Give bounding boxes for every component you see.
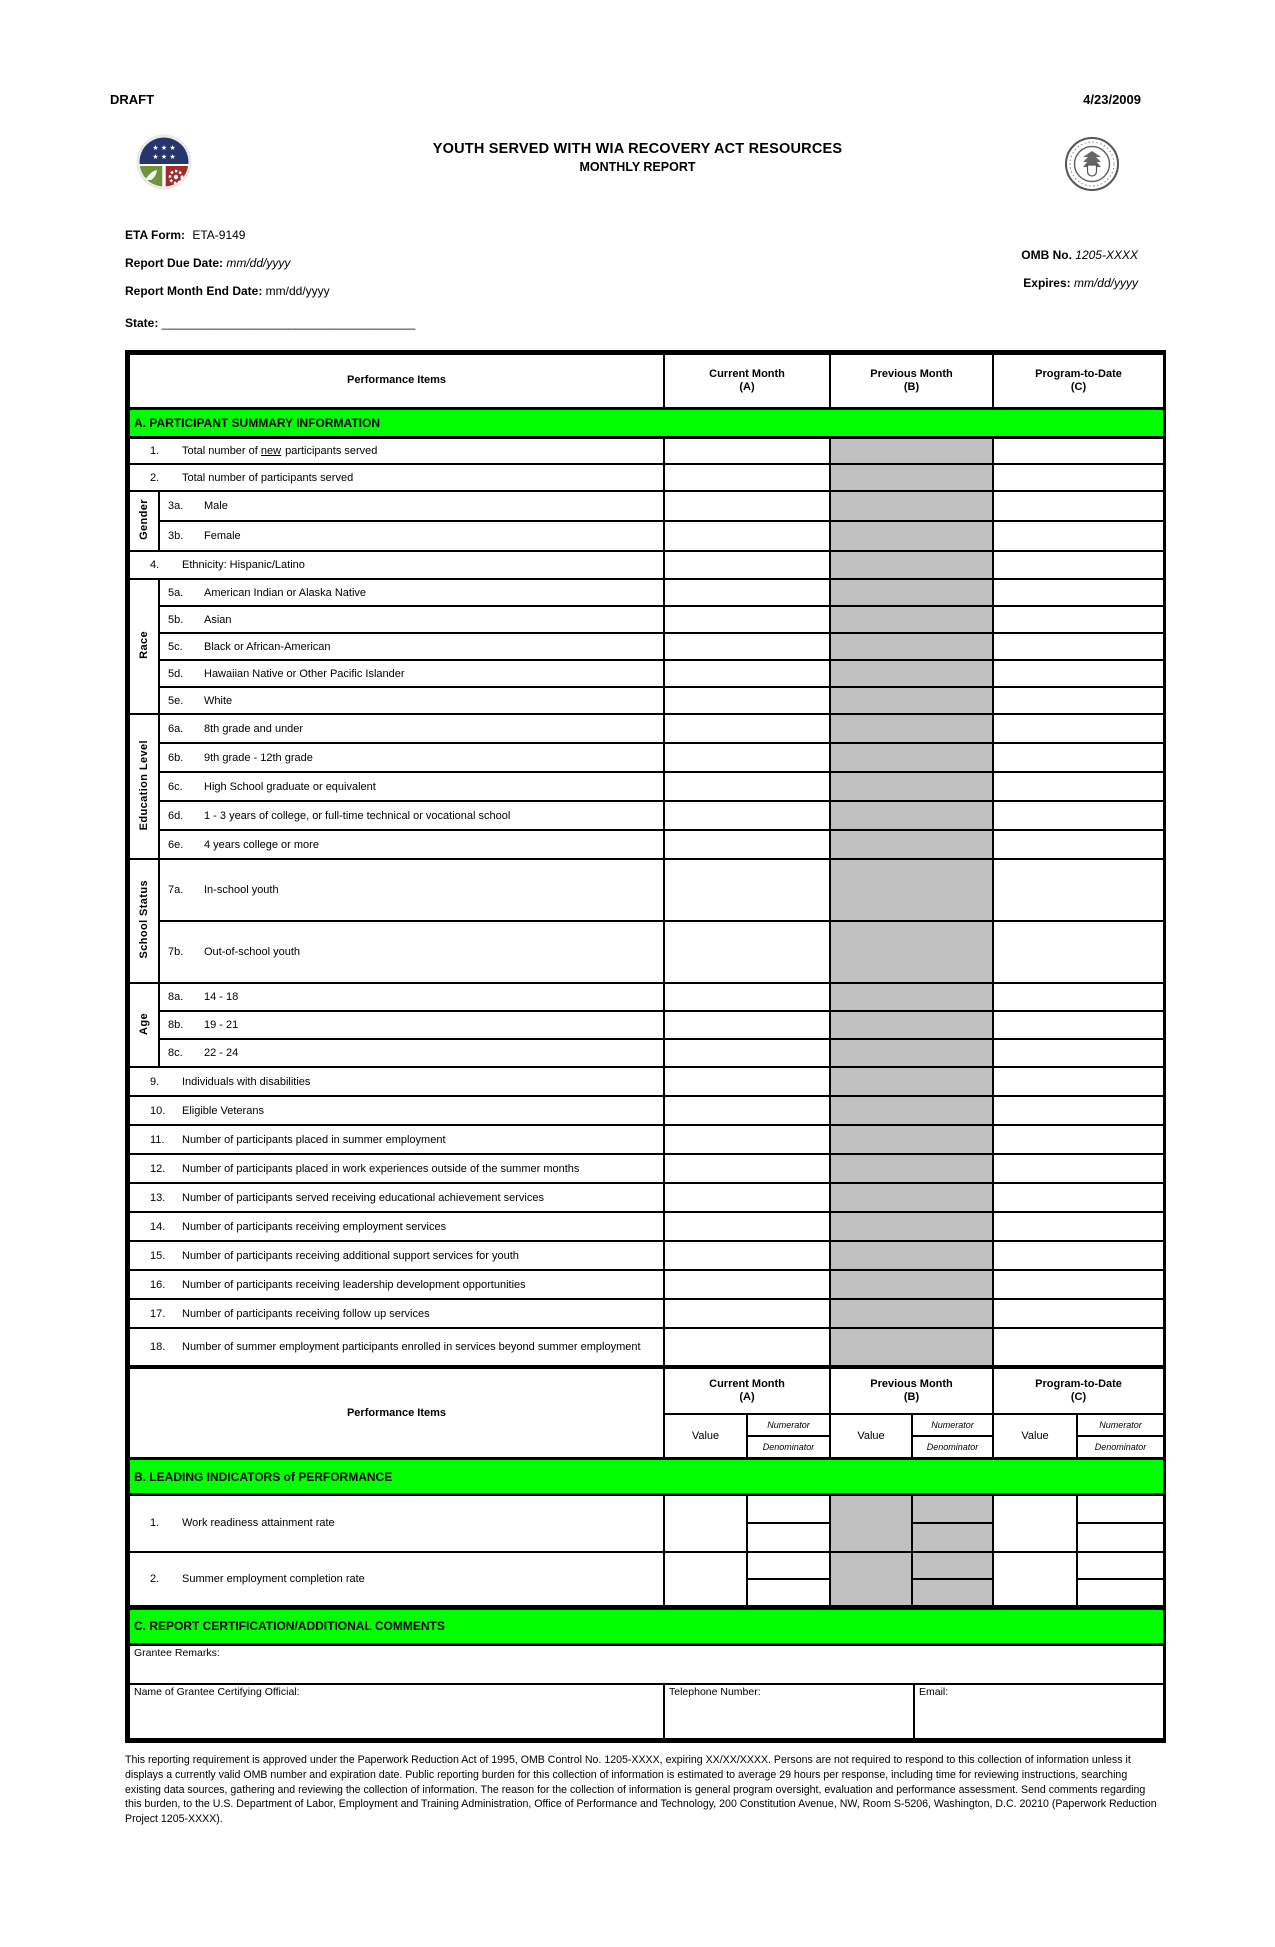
row-label: 8c. 22 - 24 — [159, 1039, 664, 1067]
certifying-official-name-label: Name of Grantee Certifying Official: — [134, 1686, 300, 1698]
row-5c — [129, 633, 1164, 660]
row-label: 6b. 9th grade - 12th grade — [159, 743, 664, 772]
row-8a — [129, 983, 1164, 1011]
row-18 — [129, 1328, 1164, 1366]
row-label: 12. Number of participants placed in work experiences outside of the summer months — [129, 1154, 664, 1183]
state-line — [125, 316, 415, 330]
report-due-date-line — [125, 256, 290, 270]
row-12 — [129, 1154, 1164, 1183]
current-month-cell[interactable] — [664, 1067, 830, 1096]
current-month-cell[interactable] — [664, 830, 830, 859]
program-to-date-cell[interactable] — [993, 1067, 1164, 1096]
program-to-date-cell[interactable] — [993, 633, 1164, 660]
numerator-denominator-cell-previous-month — [912, 1495, 993, 1552]
row-label: 8a. 14 - 18 — [159, 983, 664, 1011]
numerator-denominator-cell-program-to-date[interactable] — [1077, 1552, 1164, 1606]
row-label: 11. Number of participants placed in summer employment — [129, 1125, 664, 1154]
row-label: 8b. 19 - 21 — [159, 1011, 664, 1039]
row-8c — [129, 1039, 1164, 1067]
row-6e — [129, 830, 1164, 859]
row-label: 2. Total number of participants served — [129, 464, 664, 491]
email-cell[interactable] — [914, 1684, 1164, 1739]
email-label: Email: — [919, 1686, 949, 1698]
section-b-table — [128, 1367, 1165, 1607]
numerator-denominator-header-previous-month: Numerator Denominator — [912, 1414, 993, 1459]
previous-month-cell — [830, 1039, 993, 1067]
row-label: 2. Summer employment completion rate — [129, 1552, 664, 1606]
expires-value: mm/dd/yyyy — [1073, 276, 1138, 290]
previous-month-cell — [830, 1011, 993, 1039]
form-title: YOUTH SERVED WITH WIA RECOVERY ACT RESOURCES — [432, 141, 843, 157]
previous-month-cell — [830, 633, 993, 660]
row-label: 3a. Male — [159, 491, 664, 521]
eta-program-logo-icon — [135, 133, 193, 191]
section-a-header-row — [129, 408, 1164, 437]
program-to-date-cell[interactable] — [993, 859, 1164, 921]
current-month-cell[interactable] — [664, 1299, 830, 1328]
program-to-date-cell[interactable] — [993, 606, 1164, 633]
row-label: 1. Work readiness attainment rate — [129, 1495, 664, 1552]
expires-label: Expires: — [1023, 276, 1071, 290]
numerator-denominator-cell-current-month[interactable] — [747, 1495, 830, 1552]
col-header-previous-month: Previous Month (B) — [830, 354, 993, 408]
program-to-date-cell[interactable] — [993, 1125, 1164, 1154]
previous-month-cell — [830, 743, 993, 772]
section-c-title: C. REPORT CERTIFICATION/ADDITIONAL COMMENTS — [129, 1608, 1164, 1644]
col-header-current-month: Current Month (A) — [664, 354, 830, 408]
numerator-denominator-cell-program-to-date[interactable] — [1077, 1495, 1164, 1552]
certifying-official-row — [129, 1684, 1164, 1739]
row-label: 10. Eligible Veterans — [129, 1096, 664, 1125]
previous-month-cell — [830, 551, 993, 579]
program-to-date-cell[interactable] — [993, 437, 1164, 464]
current-month-cell[interactable] — [664, 1241, 830, 1270]
report-month-end-value[interactable]: mm/dd/yyyy — [265, 284, 330, 298]
program-to-date-cell[interactable] — [993, 579, 1164, 606]
col-header-current-month: Current Month (A) — [664, 1368, 830, 1414]
current-month-cell[interactable] — [664, 772, 830, 801]
previous-month-cell — [830, 772, 993, 801]
current-month-cell[interactable] — [664, 1154, 830, 1183]
current-month-cell[interactable] — [664, 801, 830, 830]
previous-month-cell — [830, 1299, 993, 1328]
col-header-program-to-date: Program-to-Date (C) — [993, 354, 1164, 408]
current-month-cell[interactable] — [664, 437, 830, 464]
previous-month-cell — [830, 1154, 993, 1183]
row-17 — [129, 1299, 1164, 1328]
current-month-cell[interactable] — [664, 660, 830, 687]
program-to-date-cell[interactable] — [993, 1096, 1164, 1125]
row-14 — [129, 1212, 1164, 1241]
previous-month-cell — [830, 1270, 993, 1299]
program-to-date-cell[interactable] — [993, 687, 1164, 714]
row-8b — [129, 1011, 1164, 1039]
previous-month-cell — [830, 660, 993, 687]
eta-form-value: ETA-9149 — [192, 228, 246, 242]
program-to-date-cell[interactable] — [993, 1011, 1164, 1039]
form-subtitle: MONTHLY REPORT — [579, 160, 696, 174]
report-month-end-label: Report Month End Date: — [125, 284, 263, 298]
previous-month-cell — [830, 859, 993, 921]
row-label: 14. Number of participants receiving employment services — [129, 1212, 664, 1241]
numerator-denominator-header-program-to-date: Numerator Denominator — [1077, 1414, 1164, 1459]
program-to-date-cell[interactable] — [993, 1299, 1164, 1328]
program-to-date-cell[interactable] — [993, 772, 1164, 801]
col-header-program-to-date: Program-to-Date (C) — [993, 1368, 1164, 1414]
previous-month-cell — [830, 1212, 993, 1241]
numerator-denominator-header-current-month: Numerator Denominator — [747, 1414, 830, 1459]
group-label-race: Race — [129, 579, 159, 714]
current-month-cell[interactable] — [664, 579, 830, 606]
telephone-number-label: Telephone Number: — [669, 1686, 761, 1698]
current-month-cell[interactable] — [664, 743, 830, 772]
previous-month-cell — [830, 1067, 993, 1096]
row-4 — [129, 551, 1164, 579]
previous-month-cell — [830, 579, 993, 606]
row-5a — [129, 579, 1164, 606]
current-month-cell[interactable] — [664, 1212, 830, 1241]
omb-number-label: OMB No. — [1021, 248, 1072, 262]
state-label: State: — [125, 316, 159, 330]
program-to-date-cell[interactable] — [993, 801, 1164, 830]
row-label: 1. Total number of new participants served — [129, 437, 664, 464]
row-1 — [129, 437, 1164, 464]
current-month-cell[interactable] — [664, 687, 830, 714]
row-label: 6a. 8th grade and under — [159, 714, 664, 743]
value-header-previous-month: Value — [830, 1414, 912, 1459]
previous-month-cell — [830, 801, 993, 830]
value-cell-current-month[interactable] — [664, 1495, 747, 1552]
row-6c — [129, 772, 1164, 801]
current-month-cell[interactable] — [664, 714, 830, 743]
col-header-previous-month: Previous Month (B) — [830, 1368, 993, 1414]
current-month-cell[interactable] — [664, 521, 830, 551]
program-to-date-cell[interactable] — [993, 521, 1164, 551]
previous-month-cell — [830, 1096, 993, 1125]
row-b1 — [129, 1495, 1164, 1552]
previous-month-cell — [830, 1183, 993, 1212]
previous-month-cell — [830, 1241, 993, 1270]
row-6a — [129, 714, 1164, 743]
row-label: 6d. 1 - 3 years of college, or full-time technical or vocational school — [159, 801, 664, 830]
value-cell-previous-month — [830, 1552, 912, 1606]
current-month-cell[interactable] — [664, 606, 830, 633]
row-label: 5a. American Indian or Alaska Native — [159, 579, 664, 606]
row-label: 15. Number of participants receiving additional support services for youth — [129, 1241, 664, 1270]
row-6b — [129, 743, 1164, 772]
telephone-number-cell[interactable] — [664, 1684, 914, 1739]
previous-month-cell — [830, 830, 993, 859]
grantee-remarks-cell[interactable] — [129, 1644, 1164, 1684]
performance-items-header: Performance Items — [129, 1368, 664, 1459]
grantee-remarks-label: Grantee Remarks: — [134, 1646, 220, 1659]
group-label-school-status: School Status — [129, 859, 159, 983]
row-label: 7a. In-school youth — [159, 859, 664, 921]
column-header-row-b — [129, 1368, 1164, 1414]
current-month-cell[interactable] — [664, 1096, 830, 1125]
current-month-cell[interactable] — [664, 1125, 830, 1154]
value-cell-previous-month — [830, 1495, 912, 1552]
row-label: 5c. Black or African-American — [159, 633, 664, 660]
section-b-header-row — [129, 1459, 1164, 1495]
program-to-date-cell[interactable] — [993, 743, 1164, 772]
row-label: 4. Ethnicity: Hispanic/Latino — [129, 551, 664, 579]
current-month-cell[interactable] — [664, 1039, 830, 1067]
report-month-end-line — [125, 284, 330, 298]
section-a-table — [128, 353, 1165, 1367]
previous-month-cell — [830, 606, 993, 633]
row-label: 6e. 4 years college or more — [159, 830, 664, 859]
current-month-cell[interactable] — [664, 859, 830, 921]
program-to-date-cell[interactable] — [993, 464, 1164, 491]
row-label: 18. Number of summer employment participants enrolled in services beyond summer employment — [129, 1328, 664, 1366]
value-header-current-month: Value — [664, 1414, 747, 1459]
previous-month-cell — [830, 921, 993, 983]
section-a-title: A. PARTICIPANT SUMMARY INFORMATION — [129, 408, 1164, 437]
eta-form-line — [125, 228, 245, 242]
row-7a — [129, 859, 1164, 921]
eta-form-label: ETA Form: — [125, 228, 185, 242]
program-to-date-cell[interactable] — [993, 551, 1164, 579]
row-13 — [129, 1183, 1164, 1212]
previous-month-cell — [830, 983, 993, 1011]
print-date: 4/23/2009 — [1083, 92, 1141, 107]
program-to-date-cell[interactable] — [993, 830, 1164, 859]
program-to-date-cell[interactable] — [993, 660, 1164, 687]
row-label: 5d. Hawaiian Native or Other Pacific Islander — [159, 660, 664, 687]
row-9 — [129, 1067, 1164, 1096]
draft-watermark: DRAFT — [110, 92, 155, 107]
row-label: 3b. Female — [159, 521, 664, 551]
previous-month-cell — [830, 437, 993, 464]
program-to-date-cell[interactable] — [993, 1154, 1164, 1183]
row-10 — [129, 1096, 1164, 1125]
numerator-denominator-cell-current-month[interactable] — [747, 1552, 830, 1606]
certifying-official-name-cell[interactable] — [129, 1684, 664, 1739]
group-label-age: Age — [129, 983, 159, 1067]
current-month-cell[interactable] — [664, 1183, 830, 1212]
program-to-date-cell[interactable] — [993, 491, 1164, 521]
group-label-gender: Gender — [129, 491, 159, 551]
grantee-remarks-row — [129, 1644, 1164, 1684]
current-month-cell[interactable] — [664, 464, 830, 491]
row-label: 6c. High School graduate or equivalent — [159, 772, 664, 801]
previous-month-cell — [830, 464, 993, 491]
paperwork-reduction-notice: This reporting requirement is approved under the Paperwork Reduction Act of 1995, OMB Control No. 1205-XXXX, expiring XX/XX/XXXX. Persons are not required to respond to this collection of information unless it displays a currently valid OMB number and expiration date. Public reporting burden for this collection of information is estimated to average 29 hours per response, including time for reviewing instructions, searching existing data sources, gathering and reviewing the collection of information. The reason for the collection of information is general program oversight, evaluation and performance assessment. Send comments regarding this burden, to the U.S. Department of Labor, Employment and Training Administration, Office of Performance and Technology, 200 Constitution Avenue, NW, Room S-5206, Washington, D.C. 20210 (Paperwork Reduction Project 1205-XXXX). — [125, 1754, 1157, 1826]
previous-month-cell — [830, 491, 993, 521]
row-label: 5b. Asian — [159, 606, 664, 633]
program-to-date-cell[interactable] — [993, 1183, 1164, 1212]
current-month-cell[interactable] — [664, 633, 830, 660]
group-label-education-level: Education Level — [129, 714, 159, 859]
performance-items-header: Performance Items — [129, 354, 664, 408]
report-due-date-label: Report Due Date: — [125, 256, 224, 270]
current-month-cell[interactable] — [664, 1270, 830, 1299]
row-label: 13. Number of participants served receiving educational achievement services — [129, 1183, 664, 1212]
row-3a — [129, 491, 1164, 521]
current-month-cell[interactable] — [664, 551, 830, 579]
row-label: 5e. White — [159, 687, 664, 714]
program-to-date-cell[interactable] — [993, 1039, 1164, 1067]
dol-seal-icon — [1064, 136, 1120, 192]
program-to-date-cell[interactable] — [993, 714, 1164, 743]
row-b2 — [129, 1552, 1164, 1606]
row-label: 17. Number of participants receiving follow up services — [129, 1299, 664, 1328]
program-to-date-cell[interactable] — [993, 921, 1164, 983]
previous-month-cell — [830, 1125, 993, 1154]
expires-line — [1023, 276, 1138, 290]
program-to-date-cell[interactable] — [993, 983, 1164, 1011]
row-7b — [129, 921, 1164, 983]
current-month-cell[interactable] — [664, 491, 830, 521]
section-c-header-row — [129, 1608, 1164, 1644]
current-month-cell[interactable] — [664, 1011, 830, 1039]
row-15 — [129, 1241, 1164, 1270]
row-11 — [129, 1125, 1164, 1154]
row-2 — [129, 464, 1164, 491]
state-input-blank[interactable]: ______________________________________ — [161, 316, 416, 330]
program-to-date-cell[interactable] — [993, 1212, 1164, 1241]
section-c-table — [128, 1607, 1165, 1741]
previous-month-cell — [830, 687, 993, 714]
row-5d — [129, 660, 1164, 687]
row-3b — [129, 521, 1164, 551]
current-month-cell[interactable] — [664, 921, 830, 983]
row-label: 9. Individuals with disabilities — [129, 1067, 664, 1096]
column-header-row — [129, 354, 1164, 408]
program-to-date-cell[interactable] — [993, 1241, 1164, 1270]
value-cell-program-to-date[interactable] — [993, 1495, 1077, 1552]
program-to-date-cell[interactable] — [993, 1270, 1164, 1299]
omb-number-value: 1205-XXXX — [1075, 248, 1138, 262]
value-cell-current-month[interactable] — [664, 1552, 747, 1606]
omb-number-line — [1021, 248, 1138, 262]
row-5b — [129, 606, 1164, 633]
section-b-title: B. LEADING INDICATORS of PERFORMANCE — [129, 1459, 1164, 1495]
svg-text:★ ★ ★: ★ ★ ★ — [152, 144, 176, 152]
row-16 — [129, 1270, 1164, 1299]
previous-month-cell — [830, 521, 993, 551]
current-month-cell[interactable] — [664, 983, 830, 1011]
program-to-date-cell[interactable] — [993, 1328, 1164, 1366]
row-6d — [129, 801, 1164, 830]
row-label: 16. Number of participants receiving leadership development opportunities — [129, 1270, 664, 1299]
value-header-program-to-date: Value — [993, 1414, 1077, 1459]
previous-month-cell — [830, 1328, 993, 1366]
row-5e — [129, 687, 1164, 714]
value-cell-program-to-date[interactable] — [993, 1552, 1077, 1606]
row-label: 7b. Out-of-school youth — [159, 921, 664, 983]
current-month-cell[interactable] — [664, 1328, 830, 1366]
svg-text:★ ★ ★: ★ ★ ★ — [152, 153, 176, 161]
numerator-denominator-cell-previous-month — [912, 1552, 993, 1606]
previous-month-cell — [830, 714, 993, 743]
report-table — [125, 350, 1166, 1743]
report-due-date-value[interactable]: mm/dd/yyyy — [226, 256, 291, 270]
